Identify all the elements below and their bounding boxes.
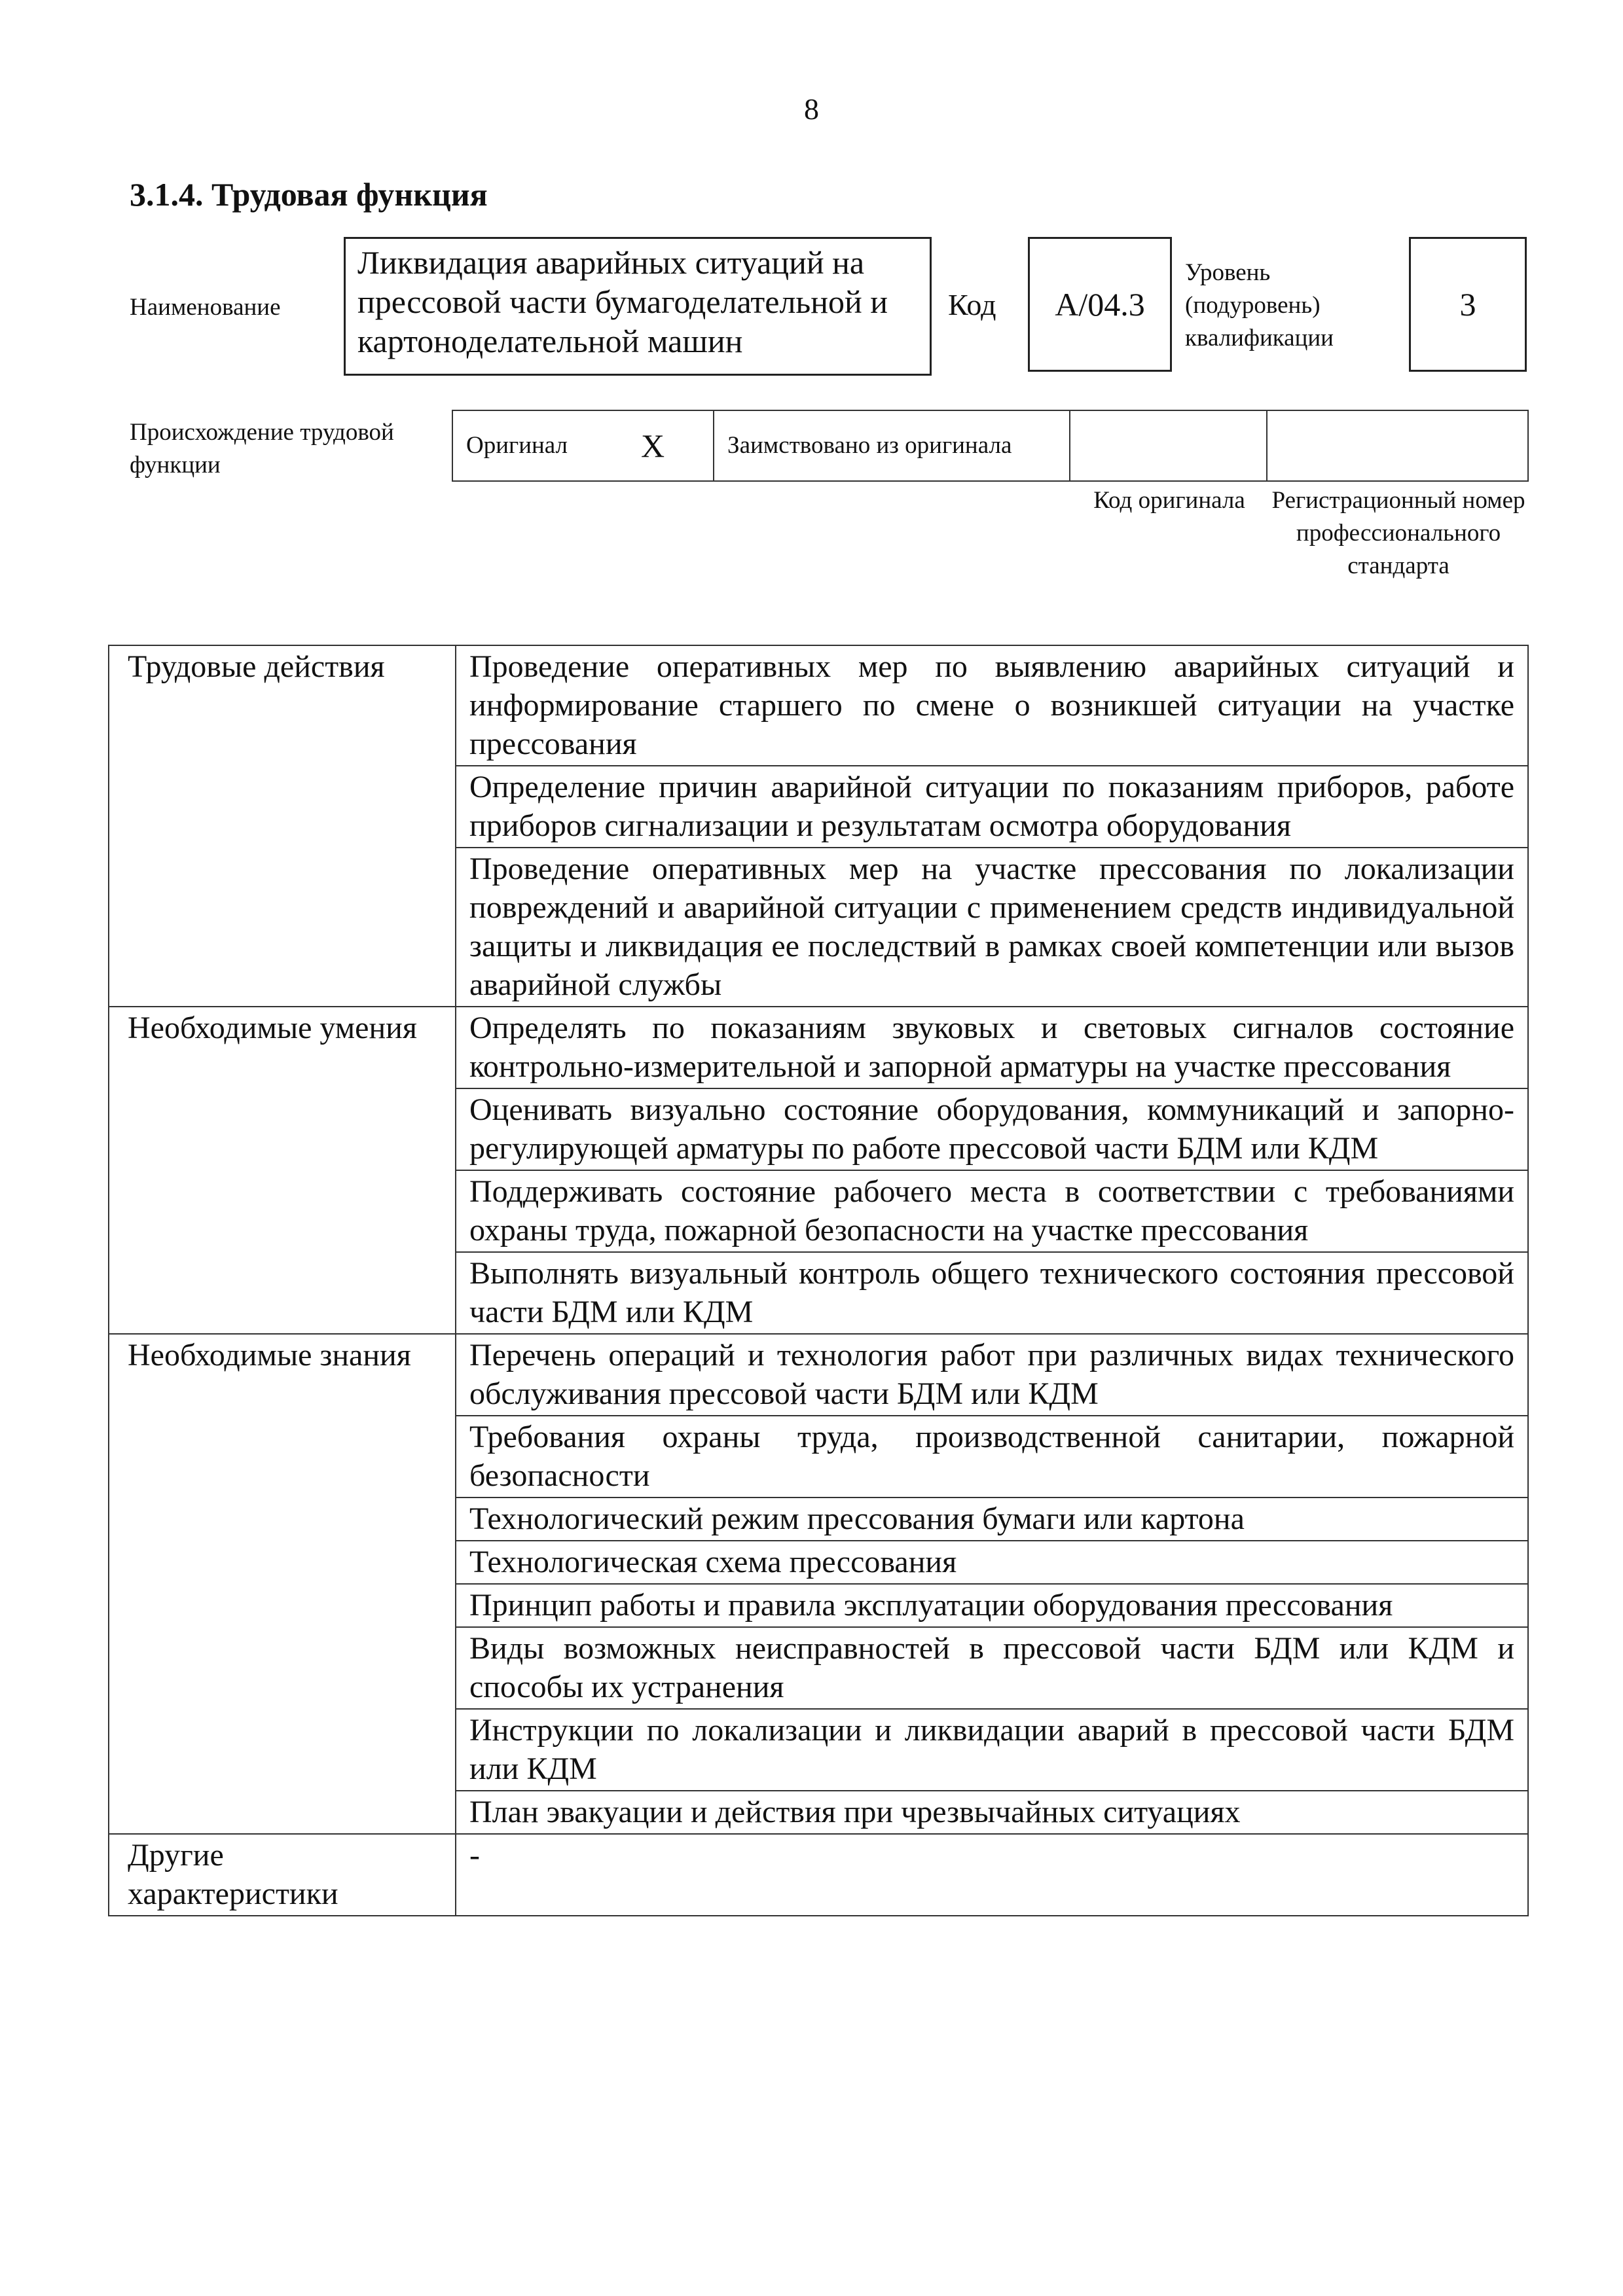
level-label: Уровень (подуровень) квалификации	[1185, 259, 1334, 351]
code-value: A/04.3	[1055, 286, 1145, 323]
reg-number-cell	[1267, 411, 1527, 480]
table-cell: Оценивать визуально состояние оборудования, коммуникаций и запорно-регулирующей арматуры по работе прессовой части БДМ или КДМ	[456, 1088, 1528, 1170]
table-row	[109, 1834, 1528, 1916]
original-label: Оригинал	[466, 432, 568, 459]
table-row	[109, 645, 1528, 766]
table-row	[109, 1334, 1528, 1416]
table-cell: Инструкции по локализации и ликвидации аварий в прессовой части БДМ или КДМ	[456, 1709, 1528, 1791]
table-cell: Проведение оперативных мер по выявлению аварийных ситуаций и информирование старшего по смене о возникшей ситуации на участке прессования	[456, 645, 1528, 766]
section-title-cell: Другие характеристики	[109, 1834, 456, 1916]
code-caption: Код оригинала	[1093, 487, 1245, 514]
table-cell: Поддерживать состояние рабочего места в соответствии с требованиями охраны труда, пожарной безопасности на участке прессования	[456, 1170, 1528, 1252]
table-cell: Определение причин аварийной ситуации по показаниям приборов, работе приборов сигнализации и результатам осмотра оборудования	[456, 766, 1528, 848]
function-name-value: Ликвидация аварийных ситуаций на прессовой части бумагоделательной и картоноделательной машин	[357, 244, 888, 359]
page-number: 8	[804, 92, 819, 126]
table-cell: Технологическая схема прессования	[456, 1541, 1528, 1584]
reg-caption: Регистрационный номер профессионального стандарта	[1271, 487, 1525, 579]
section-title: 3.1.4. Трудовая функция	[130, 176, 488, 213]
origin-row	[452, 410, 1529, 482]
section-title-cell: Необходимые знания	[109, 1334, 456, 1834]
origin-code-cell	[1070, 411, 1267, 480]
function-name-box	[344, 237, 932, 376]
table-cell: -	[456, 1834, 1528, 1916]
code-box	[1028, 237, 1172, 372]
original-mark: X	[641, 427, 665, 464]
level-value: 3	[1459, 286, 1476, 323]
table-cell: Требования охраны труда, производственной санитарии, пожарной безопасности	[456, 1416, 1528, 1498]
original-cell	[453, 411, 714, 480]
table-cell: Выполнять визуальный контроль общего технического состояния прессовой части БДМ или КДМ	[456, 1252, 1528, 1334]
table-cell: План эвакуации и действия при чрезвычайных ситуациях	[456, 1791, 1528, 1834]
name-label: Наименование	[130, 294, 281, 321]
code-label: Код	[948, 288, 996, 321]
origin-label: Происхождение трудовой функции	[130, 419, 394, 478]
table-cell: Виды возможных неисправностей в прессовой части БДМ или КДМ и способы их устранения	[456, 1627, 1528, 1709]
table-row	[109, 1007, 1528, 1088]
section-title-cell: Трудовые действия	[109, 645, 456, 1007]
section-title-cell: Необходимые умения	[109, 1007, 456, 1334]
table-cell: Технологический режим прессования бумаги или картона	[456, 1498, 1528, 1541]
level-box	[1409, 237, 1527, 372]
table-cell: Принцип работы и правила эксплуатации оборудования прессования	[456, 1584, 1528, 1627]
table-cell: Перечень операций и технология работ при различных видах технического обслуживания прессовой части БДМ или КДМ	[456, 1334, 1528, 1416]
table-cell: Проведение оперативных мер на участке прессования по локализации повреждений и аварийной ситуации с применением средств индивидуальной защиты и ликвидация ее последствий в рамках своей компетенции или вызов аварийной службы	[456, 848, 1528, 1007]
function-table	[108, 645, 1529, 1916]
table-cell: Определять по показаниям звуковых и световых сигналов состояние контрольно-измерительной и запорной арматуры на участке прессования	[456, 1007, 1528, 1088]
borrowed-label: Заимствовано из оригинала	[727, 432, 1012, 459]
borrowed-cell	[714, 411, 1070, 480]
